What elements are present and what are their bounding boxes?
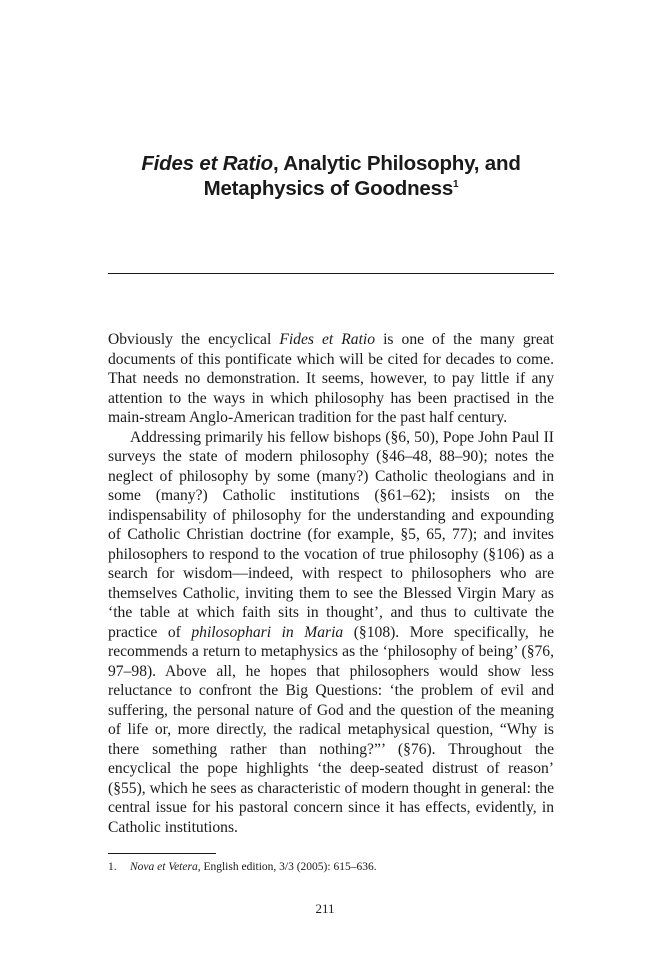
- latin-phrase: philosophari in Maria: [191, 623, 344, 641]
- paragraph-1: [108, 330, 554, 428]
- title-footnote-marker[interactable]: 1: [453, 179, 459, 190]
- body-text: [108, 330, 554, 837]
- footnote-source: Nova et Vetera,: [130, 861, 201, 873]
- chapter-title-line-2-text: Metaphysics of Goodness: [203, 177, 454, 200]
- paragraph-1-rest: is one of the many great documents of this pontificate which will be cited for decades to come. That needs no demonstration. It seems, however, to pay little if any attention to the ways in which philosophy has been practised in the main-stream Anglo-American tradition for the past half century.: [108, 331, 554, 426]
- footnote: [108, 860, 554, 875]
- chapter-title-line-1: [108, 151, 554, 176]
- title-rule: [108, 273, 554, 274]
- footnote-rest: English edition, 3/3 (2005): 615–636.: [200, 861, 377, 873]
- paragraph-1-start: Obviously the encyclical: [108, 331, 280, 348]
- paragraph-2-start: Addressing primarily his fellow bishops (§6, 50), Pope John Paul II surveys the state of modern philosophy (§46–48, 88–90); notes the neglect of philosophy by some (many?) Catholic theologians and in some (many?) Catholic institutions (§61–62); insists on the indispensability of philosophy for the understanding and expounding of Catholic Christian doctrine (for example, §5, 65, 77); and invites philosophers to respond to the vocation of true philosophy (§106) as a search for wisdom—indeed, with respect to philosophers who are themselves Catholic, inviting them to see the Blessed Virgin Mary as ‘the table at which faith sits in thought’, and thus to cultivate the practice of: [108, 428, 554, 641]
- chapter-title: [108, 151, 554, 201]
- paragraph-2: [108, 428, 554, 838]
- page-number: 211: [315, 901, 335, 916]
- chapter-title-italic: Fides et Ratio: [141, 152, 273, 175]
- paragraph-2-rest: (§108). More specifically, he recommends a return to metaphysics as the ‘philosophy of being’ (§76, 97–98). Above all, he hopes that philosophers would show less reluctance to confront the Big Questions: ‘the problem of evil and suffering, the personal nature of God and the question of the meaning of life or, more directly, the radical metaphysical question, “Why is there something rather than nothing?”’ (§76). Throughout the encyclical the pope highlights ‘the deep-seated distrust of reason’ (§55), which he sees as characteristic of modern thought in general: the central issue for his pastoral concern since it has effects, evidently, in Catholic institutions.: [108, 623, 554, 836]
- encyclical-title: Fides et Ratio: [279, 331, 376, 348]
- footnote-rule: [108, 853, 216, 854]
- chapter-title-rest: , Analytic Philosophy, and: [272, 152, 521, 175]
- chapter-title-line-2: [108, 176, 554, 201]
- footnote-number: 1.: [108, 861, 117, 873]
